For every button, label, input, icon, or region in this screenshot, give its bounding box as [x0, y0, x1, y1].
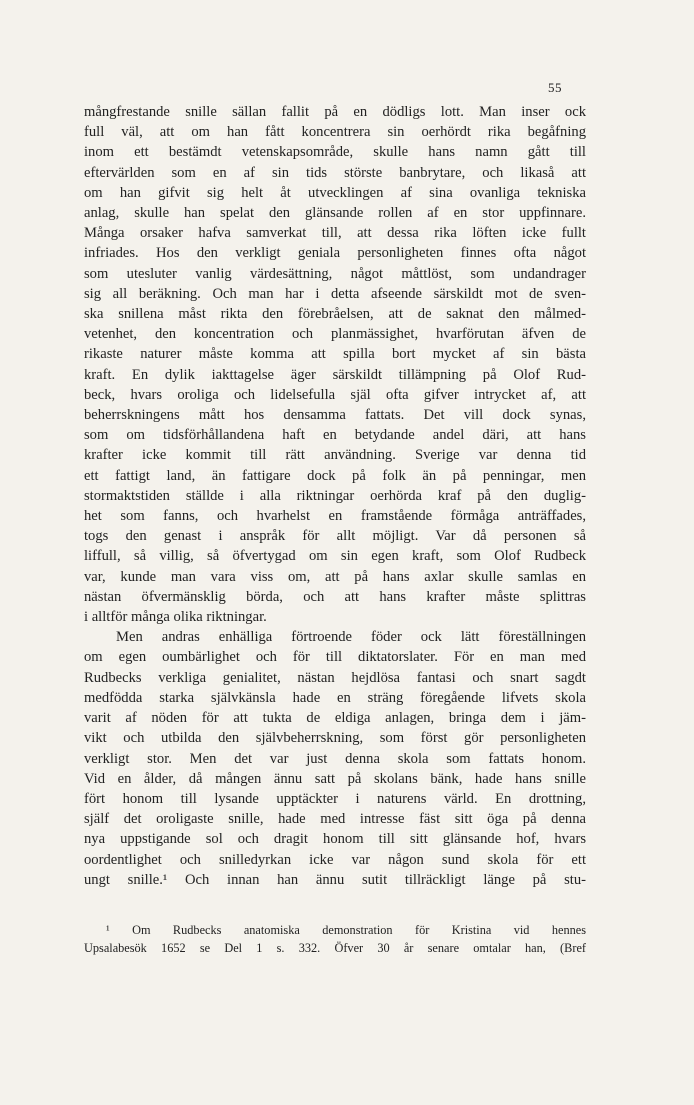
text-line: verkligt stor. Men det var just denna skola som fattats honom. [84, 750, 586, 767]
footnote-line: ¹ Om Rudbecks anatomiska demonstration för Kristina vid hennes [106, 923, 586, 937]
text-line: beck, hvars oroliga och lidelsefulla själ ofta gifver intrycket af, att [84, 386, 586, 403]
text-line: eftervärlden som en af sin tids störste banbrytare, och likaså att [84, 164, 586, 181]
text-line: het som fanns, och hvarhelst en framstående förmåga anträffades, [84, 508, 586, 525]
text-line: nästan öfvermänsklig börda, och att hans krafter måste splittras [84, 588, 586, 605]
footnote-line: Upsalabesök 1652 se Del 1 s. 332. Öfver 30 år senare omtalar han, (Bref [84, 941, 586, 955]
text-line: infriades. Hos den verkligt geniala personligheten finnes ofta något [84, 245, 586, 262]
text-line: som utesluter vanlig värdesättning, något måttlöst, som undandrager [84, 265, 586, 282]
text-line: medfödda starka självkänsla hade en sträng föregående lifvets skola [84, 689, 586, 706]
text-line: vikt och utbilda den självbeherrskning, som först gör personligheten [84, 730, 586, 747]
text-line: beherrskningens mått hos densamma fattats. Det vill dock synas, [84, 407, 586, 424]
text-line: kraft. En dylik iakttagelse äger särskildt tillämpning på Olof Rud- [84, 366, 586, 383]
footnote [84, 921, 586, 957]
text-line: Men andras enhälliga förtroende föder ock lätt föreställningen [116, 629, 586, 646]
body-text [84, 102, 586, 890]
text-line: liffull, så villig, så öfvertygad om sin egen kraft, som Olof Rudbeck [84, 548, 586, 565]
page-number: 55 [548, 80, 562, 95]
text-line: om han gifvit sig helt åt utvecklingen af sina ovanliga tekniska [84, 184, 586, 201]
text-line: oordentlighet och snilledyrkan icke var någon sund skola för ett [84, 851, 586, 868]
text-line: i alltför många olika riktningar. [84, 609, 267, 626]
text-line: ett fattigt land, än fattigare dock på folk än på penningar, men [84, 467, 586, 484]
text-line: anlag, skulle han spelat den glänsande rollen af en stor uppfinnare. [84, 205, 586, 222]
text-line: själf det oroligaste snille, hade med intresse fäst sitt öga på denna [84, 811, 586, 828]
text-line: togs den genast i anspråk för allt möjligt. Var då personen så [84, 528, 586, 545]
text-line: fört honom till lysande upptäckter i naturens värld. En drottning, [84, 790, 586, 807]
text-line: Rudbecks verkliga genialitet, nästan hejdlösa fantasi och snart sagdt [84, 669, 586, 686]
text-line: var, kunde man vara viss om, att på hans axlar skulle samlas en [84, 568, 586, 585]
text-line: stormaktstiden ställde i alla riktningar oerhörda kraf på den duglig- [84, 487, 586, 504]
text-line: ska snillena måst rikta den förebråelsen, att de saknat den målmed- [84, 306, 586, 323]
text-line: inom ett bestämdt vetenskapsområde, skulle hans namn gått till [84, 144, 586, 161]
text-line: som om tidsförhållandena haft en betydande andel däri, att hans [84, 427, 586, 444]
text-line: vetenhet, den koncentration och planmässighet, hvarförutan äfven de [84, 326, 586, 343]
text-line: full väl, att om han fått koncentrera sin oerhördt rika begåfning [84, 124, 586, 141]
text-line: ungt snille.¹ Och innan han ännu sutit tillräckligt länge på stu- [84, 871, 586, 888]
text-line: mångfrestande snille sällan fallit på en dödligs lott. Man inser ock [84, 104, 586, 120]
text-line: Många orsaker hafva samverkat till, att dessa rika löften icke fullt [84, 225, 586, 242]
text-line: nya uppstigande sol och dragit honom till sitt glänsande hof, hvars [84, 831, 586, 848]
text-line: krafter icke kommit till rätt användning. Sverige var denna tid [84, 447, 586, 464]
text-line: Vid en ålder, då mången ännu satt på skolans bänk, hade hans snille [84, 770, 586, 787]
text-line: varit af nöden för att tukta de eldiga anlagen, bringa dem i jäm- [84, 710, 586, 727]
text-line: om egen oumbärlighet och för till diktatorslater. För en man med [84, 649, 586, 666]
text-line: sig all beräkning. Och man har i detta afseende särskildt mot de sven- [84, 285, 586, 302]
text-line: rikaste naturer måste komma att spilla bort mycket af sin bästa [84, 346, 586, 363]
